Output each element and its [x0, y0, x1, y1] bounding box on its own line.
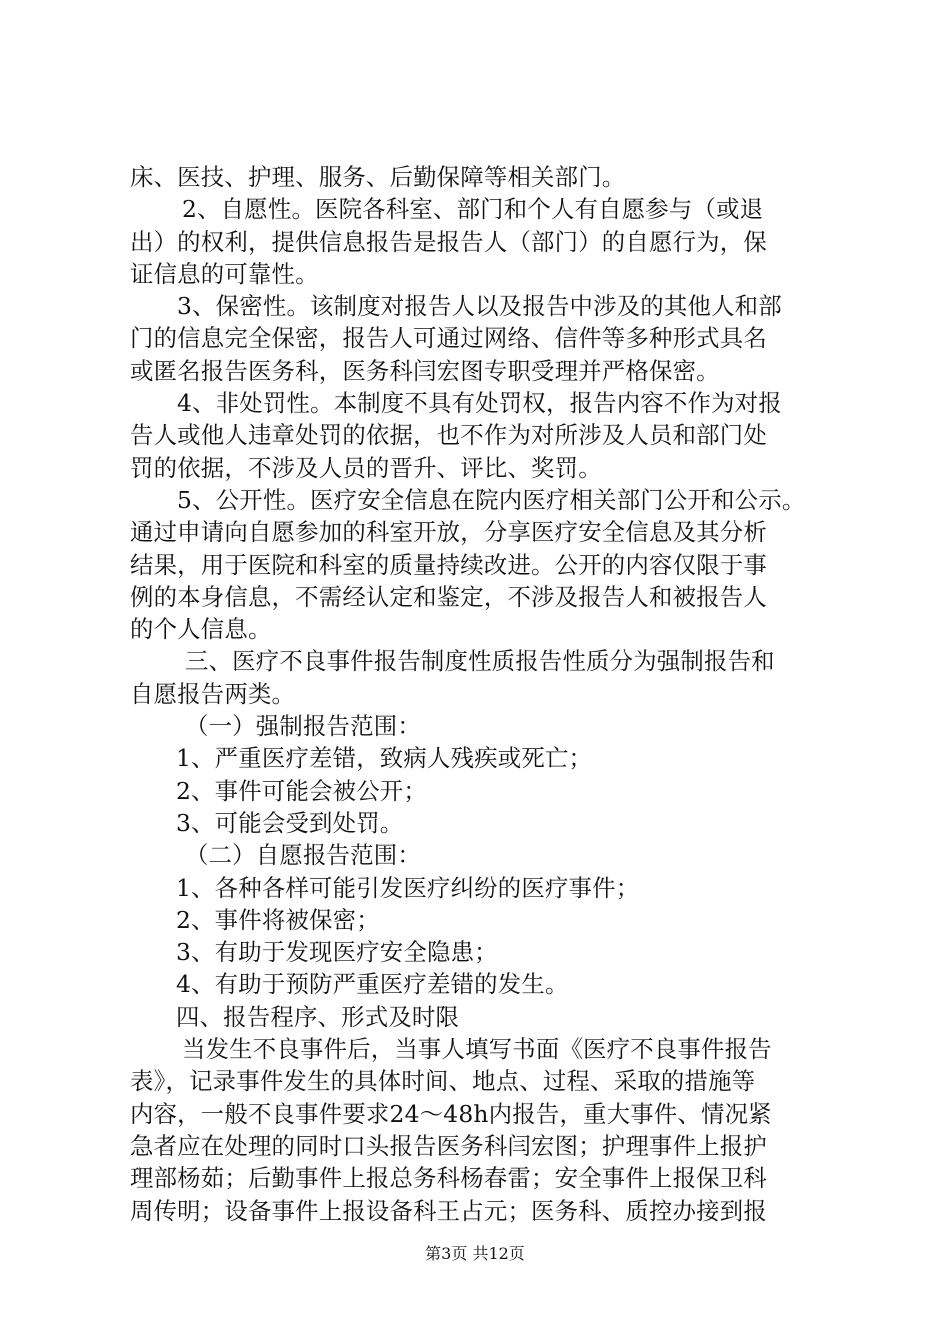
list-item: 2、事件将被保密； — [176, 905, 380, 934]
text-line: 4、非处罚性。本制度不具有处罚权，报告内容不作为对报 — [177, 389, 782, 418]
list-item: 3、有助于发现医疗安全隐患； — [176, 938, 498, 967]
text-line: 表》，记录事件发生的具体时间、地点、过程、采取的措施等 — [130, 1067, 756, 1096]
text-line: 或匿名报告医务科，医务科闫宏图专职受理并严格保密。 — [130, 356, 720, 385]
text-line: 5、公开性。医疗安全信息在院内医疗相关部门公开和公示。 — [177, 485, 806, 514]
text-line: 当发生不良事件后，当事人填写书面《医疗不良事件报告 — [182, 1035, 772, 1064]
text-line: 出）的权利，提供信息报告是报告人（部门）的自愿行为，保 — [130, 227, 767, 256]
list-item: 4、有助于预防严重医疗差错的发生。 — [176, 970, 569, 999]
text-line: 通过申请向自愿参加的科室开放，分享医疗安全信息及其分析 — [130, 518, 767, 547]
text-line: 急者应在处理的同时口头报告医务科闫宏图；护理事件上报护 — [130, 1131, 767, 1160]
page-footer: 第3页 共12页 — [425, 1244, 525, 1263]
text-line: 例的本身信息，不需经认定和鉴定，不涉及报告人和被报告人 — [130, 582, 767, 611]
list-item: 3、可能会受到处罚。 — [176, 808, 404, 837]
text-line: 证信息的可靠性。 — [130, 259, 319, 288]
text-line: 内容，一般不良事件要求24～48h内报告，重大事件、情况紧 — [130, 1099, 772, 1128]
text-line: 告人或他人违章处罚的依据，也不作为对所涉及人员和部门处 — [130, 421, 767, 450]
subsection-heading: （二）自愿报告范围： — [185, 841, 421, 870]
text-line: 3、保密性。该制度对报告人以及报告中涉及的其他人和部 — [177, 292, 782, 321]
text-line: 结果，用于医院和科室的质量持续改进。公开的内容仅限于事 — [130, 550, 767, 579]
list-item: 1、各种各样可能引发医疗纠纷的医疗事件； — [176, 873, 640, 902]
list-item: 1、严重医疗差错，致病人残疾或死亡； — [176, 744, 593, 773]
section-heading: 四、报告程序、形式及时限 — [176, 1002, 460, 1031]
text-line: 的个人信息。 — [130, 615, 272, 644]
text-line: 2、自愿性。医院各科室、部门和个人有自愿参与（或退 — [182, 195, 764, 224]
section-heading: 三、医疗不良事件报告制度性质报告性质分为强制报告和 — [185, 647, 775, 676]
subsection-heading: （一）强制报告范围： — [185, 712, 421, 741]
document-body — [130, 161, 835, 1227]
list-item: 2、事件可能会被公开； — [176, 776, 427, 805]
text-line: 床、医技、护理、服务、后勤保障等相关部门。 — [130, 163, 626, 191]
text-line: 周传明；设备事件上报设备科王占元；医务科、质控办接到报 — [130, 1196, 767, 1225]
text-line: 理部杨茹；后勤事件上报总务科杨春雷；安全事件上报保卫科 — [130, 1164, 767, 1193]
text-line: 罚的依据，不涉及人员的晋升、评比、奖罚。 — [130, 453, 602, 482]
text-line: 自愿报告两类。 — [130, 679, 296, 708]
text-line: 门的信息完全保密，报告人可通过网络、信件等多种形式具名 — [130, 324, 767, 353]
